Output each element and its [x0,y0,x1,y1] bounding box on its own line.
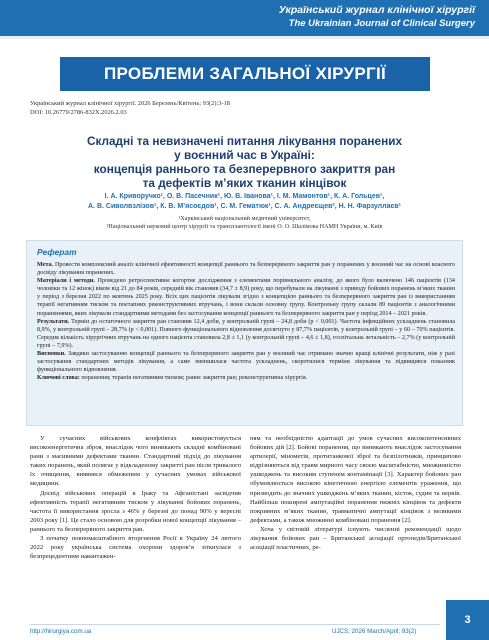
abstract-heading: Реферат [37,247,77,257]
abstract-body [37,261,455,382]
body-column-left [30,434,241,561]
body-paragraph: Хоча у світовій літературі існують численні рекомендації щодо лікування бойових ран – Британської асоціації ортопедів/Британської асоціації пластичних, ре- [250,525,461,552]
methods-label: Матеріали і методи. [37,278,95,285]
footer-divider [30,624,440,625]
section-banner: ПРОБЛЕМИ ЗАГАЛЬНОЇ ХІРУРГІЇ [60,57,430,91]
page-number: 3 [446,600,489,640]
body-paragraph: З початку повномасштабного вторгнення Росії в Україну 24 лютого 2022 року українська система охорони здоров’я зіткнулася з безпрецедентним навантажен- [30,535,241,561]
doi-line: DOI: 10.26779/2786-832X.2026.2.03 [30,108,127,116]
abstract-keywords [37,374,455,382]
body-paragraph: ням та необхідністю адаптації до умов сучасних високоінтенсивних бойових дій [2]. Бойові поранення, що виникають внаслідок застосування артилерії, мінометів, протитанкової зброї та безпілотників, принципово відрізняються від травм мирного часу своєю масштабністю, множинністю ушкоджень та високим ступенем контамінації [3]. Характер бойових ран обумовлюється високою кінетичною енергією елементів ураження, що призводить до значних ушкоджень м’яких тканин, кісток, судин та нервів. Найбільш поширені ампутаційні поранення нижніх кінцівок та дефекти покривних м’яких тканин, травматичні ампутації кінцівок з великими дефектами, а також множинні комбіновані поранення [2]. [250,435,461,524]
conclusions-label: Висновки. [37,351,66,358]
abstract-methods [37,277,455,317]
citation-line: Український журнал клінічної хірургії. 2026 Березень/Квітень; 93(2):3-18 [30,100,230,107]
aim-label: Мета. [37,262,54,268]
journal-title-ua: Український журнал клінічної хірургії [278,4,475,16]
footer-issue-ref [332,628,416,635]
conclusions-text: Завдяки застосуванню концепції раннього та безперервного закриття ран у воєнний час отримано значно кращі клінічні результати, ніж у разі застосування стандартних методів лікування, а саме зменшилася частота ускладнень, скоротилися терміни лікування та підвищився показник функціонального відновлення. [37,351,455,374]
title-line: концепція раннього та безперервного закриття ран [93,162,396,176]
footer-journal-ref: UJCS, 2026 [332,628,368,635]
journal-title-en: The Ukrainian Journal of Clinical Surgery [288,18,475,29]
authors-line: А. В. Сиволвзлізов¹, К. В. М’ясоєдов¹, С. М. Гематюк¹, С. А. Андреєщев², Н. Н. Фарзуллаєв¹ [88,203,401,210]
abstract-box [26,240,463,426]
keywords-label: Ключові слова: [37,375,80,382]
affiliation-line: ²Національний науковий центр хірургії та трансплантології імені О. О. Шалімова НАМН України, м. Київ [106,224,383,231]
body-column-right [250,434,461,552]
results-label: Результати. [37,318,70,325]
title-line: у воєнний час в Україні: [174,148,315,162]
title-line: та дефектів м’яких тканин кінцівок [142,176,347,190]
abstract-results [37,318,455,350]
authors-line: І. А. Криворучко¹, О. В. Пасечник¹, Ю. В. Іванова¹, І. М. Мамонтов¹, К. А. Гольцев¹, [104,193,385,200]
authors-list [26,192,463,212]
results-text: Термін до остаточного закриття ран становив 12,4 доби, у контрольній групі – 24,8 доби (p < 0,001). Частота інфекційних ускладнень становила 8,9%, у контрольній групі – 28,7% (p < 0,001). Повного функціонального відновлення досягнуто у 87,7% пацієнтів, у контрольній групі – у 60 – 70% пацієнтів. Середня кількість хірургічних втручань на одного пацієнта становила 2,8 ± 1,1 (у контрольній групі – 4,6 ± 1,8), госпітальна летальність – 2,7% (у контрольній групі – 7,9%). [37,318,455,349]
keywords-text: поранення; терапія негативним тиском; раннє закриття ран; реконструктивна хірургія. [81,375,308,382]
body-paragraph: Досвід військових операцій в Іраку та Афганістані засвідчив ефективність терапії негативним тиском у лікуванні бойових поранень, частота її використання зросла з 46% у березні до понад 90% у вересні 2003 року [1]. Це стало основою для розробки нової концепції лікування – раннього та безперервного закриття ран. [30,489,241,533]
title-line: Складні та невизначені питання лікування поранених [86,134,403,148]
header-divider [0,36,489,39]
abstract-conclusions [37,350,455,374]
footer-issue: March/April; 93(2) [367,628,417,635]
abstract-aim [37,261,455,277]
affiliation-line: ¹Харківський національний медичний університет, [178,216,311,222]
journal-website-link[interactable]: http://hirurgiya.com.ua [30,628,92,635]
aim-text: Провести комплексний аналіз клінічної ефективності концепції раннього та безперервного закриття ран у поранених у воєнний час на основі власного досвіду лікування поранених. [37,262,455,277]
body-paragraph: У сучасних військових конфліктах використовується високоенергетична зброя, внаслідок чого виникають складні комбіновані рани з масивними дефектами тканин. Стандартний підхід до лікування таких поранень, який полягає у відкладеному закритті ран після тривалого їх очищення, виявився обмеженим у сучасних умовах військової медицини. [30,435,241,488]
citation-block [30,100,230,118]
journal-header-band [0,0,489,36]
article-title [20,134,469,190]
methods-text: Проведено ретроспективне когортне дослідження з елементами порівняльного аналізу, до якого було включено 146 пацієнтів (134 чоловіки та 12 жінок) віком від 21 до 84 років, середній вік становив (34,7 ± 8,9) року, що перебували на лікуванні з приводу бойових поранень м’яких тканин у період з березня 2022 по жовтень 2025 року. Всіх цих пацієнтів лікували згідно з концепцією раннього та безперервного закриття ран із використанням терапії негативним тиском та поетапних реконструктивних втручань, і вони склали основну групу. Контрольну групу склали 89 пацієнтів з аналогічними пораненнями, яких лікували стандартними методами без застосування концепції раннього та безперервного закриття ран у період 2014 – 2021 років. [37,278,455,317]
affiliations [40,215,449,232]
